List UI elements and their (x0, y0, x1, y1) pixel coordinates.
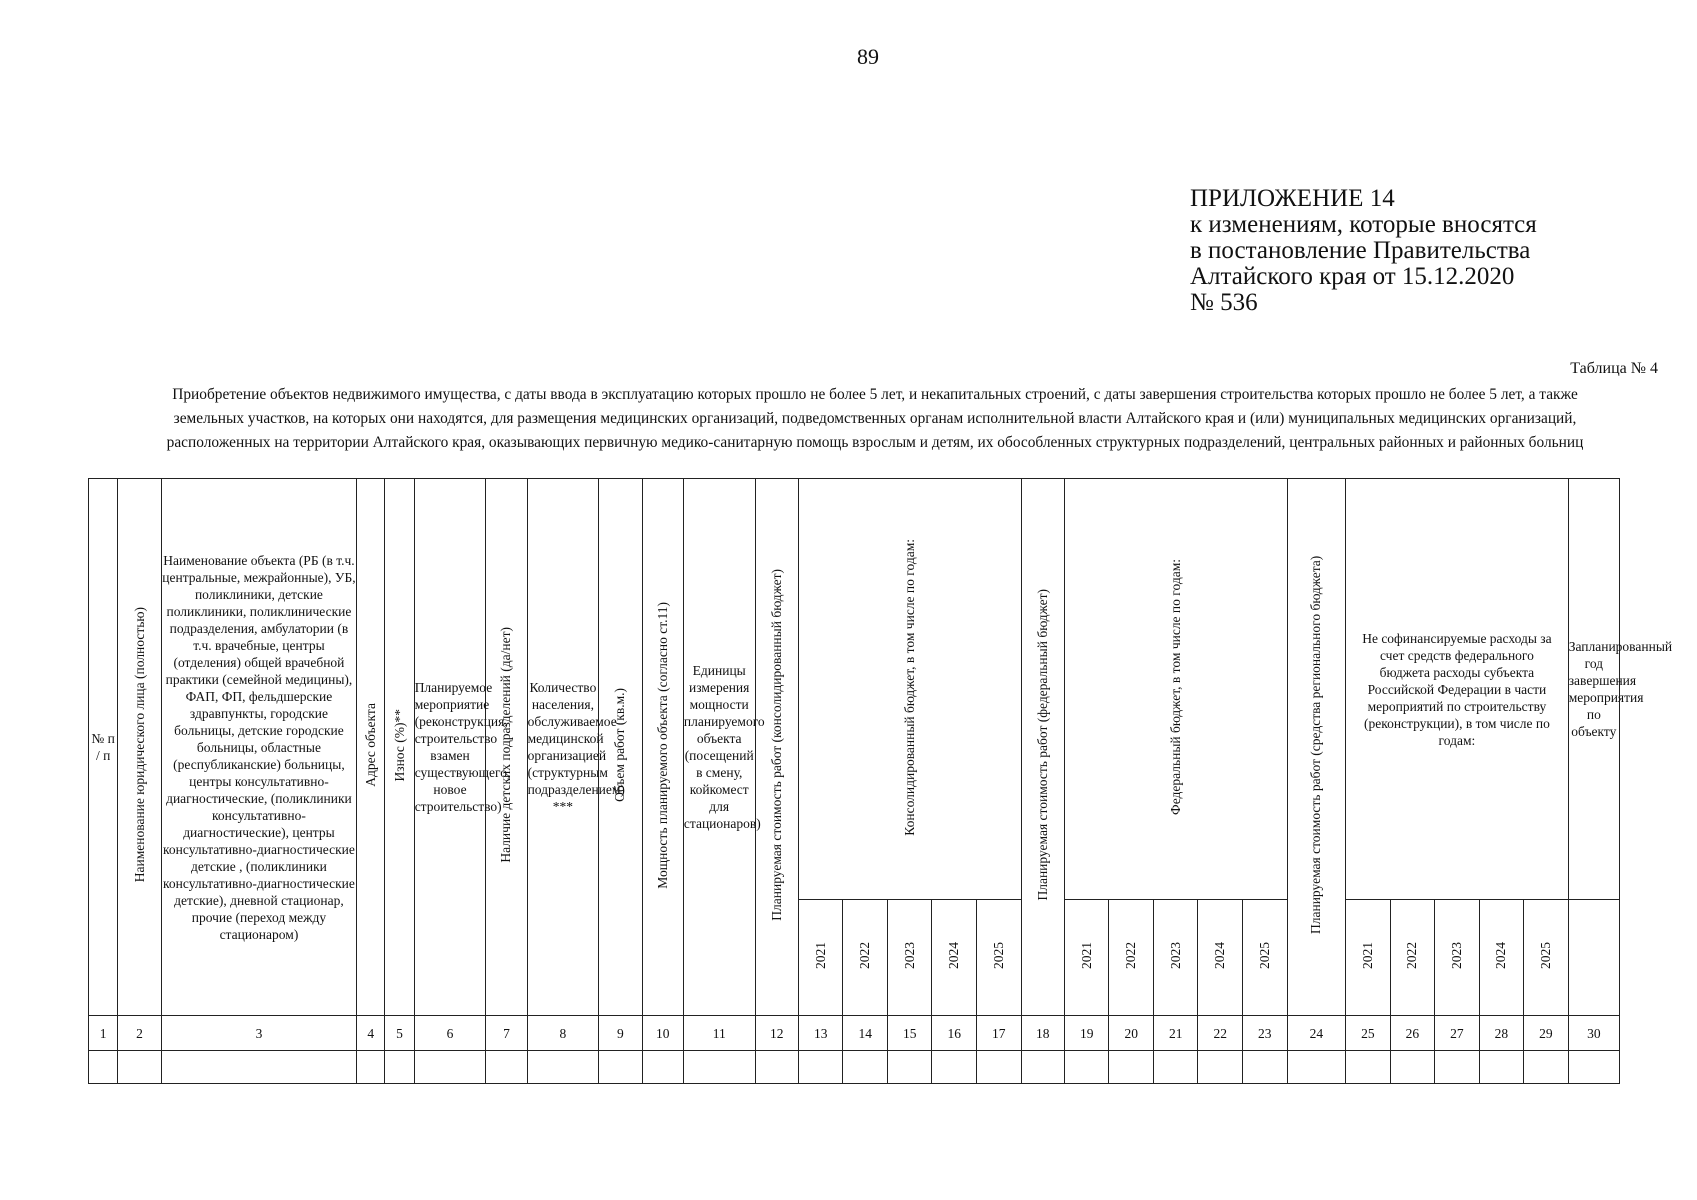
column-number-cell: 12 (755, 1016, 798, 1051)
table-cell[interactable] (642, 1051, 683, 1084)
table-cell[interactable] (1346, 1051, 1391, 1084)
header-group-nonco: Не софинансируемые расходы за счет средств федерального бюджета расходы субъекта Российской Федерации в части мероприятий по строительству (реконструкции), в том числе по годам: (1346, 479, 1569, 900)
year-cell: 2023 (1153, 900, 1198, 1016)
header-population: Количество населения, обслуживаемое медицинской организацией (структурным подразделением) *** (527, 479, 599, 1016)
table-cell[interactable] (1153, 1051, 1198, 1084)
year-cell: 2023 (887, 900, 932, 1016)
table-cell[interactable] (932, 1051, 977, 1084)
annex-title: ПРИЛОЖЕНИЕ 14 (1190, 185, 1395, 212)
header-wear: Износ (%)** (385, 479, 414, 1016)
table-cell[interactable] (357, 1051, 385, 1084)
table-cell[interactable] (486, 1051, 527, 1084)
year-cell: 2023 (1435, 900, 1480, 1016)
column-number-cell: 18 (1021, 1016, 1064, 1051)
year-cell: 2024 (1479, 900, 1524, 1016)
table-cell[interactable] (1287, 1051, 1346, 1084)
year-cell: 2021 (1064, 900, 1109, 1016)
header-capacity: Мощность планируемого объекта (согласно ст.11) (642, 479, 683, 1016)
table-cell[interactable] (798, 1051, 843, 1084)
year-cell: 2025 (1242, 900, 1287, 1016)
table-cell[interactable] (1568, 1051, 1619, 1084)
column-number-cell: 2 (118, 1016, 161, 1051)
column-number-cell: 28 (1479, 1016, 1524, 1051)
column-number-cell: 27 (1435, 1016, 1480, 1051)
table-cell[interactable] (599, 1051, 642, 1084)
column-number-cell: 22 (1198, 1016, 1243, 1051)
header-num: № п / п (89, 479, 118, 1016)
column-number-cell: 9 (599, 1016, 642, 1051)
column-number-row (89, 1016, 1620, 1051)
header-address: Адрес объекта (357, 479, 385, 1016)
table-cell[interactable] (843, 1051, 888, 1084)
header-work-volume: Объем работ (кв.м.) (599, 479, 642, 1016)
column-number-cell: 17 (976, 1016, 1021, 1051)
table-cell[interactable] (1021, 1051, 1064, 1084)
table-cell[interactable] (161, 1051, 356, 1084)
year-cell: 2021 (1346, 900, 1391, 1016)
column-number-cell: 13 (798, 1016, 843, 1051)
year-cell: 2022 (843, 900, 888, 1016)
table-cell[interactable] (89, 1051, 118, 1084)
table-cell[interactable] (527, 1051, 599, 1084)
table-cell[interactable] (118, 1051, 161, 1084)
header-group-consolidated: Консолидированный бюджет, в том числе по годам: (798, 479, 1021, 900)
header-legal-entity: Наименование юридического лица (полностью) (118, 479, 161, 1016)
header-row (89, 479, 1620, 900)
column-number-cell: 16 (932, 1016, 977, 1051)
table-cell[interactable] (976, 1051, 1021, 1084)
table-caption: Приобретение объектов недвижимого имущества, с даты ввода в эксплуатацию которых прошло не более 5 лет, и некапитальных строений, с даты завершения строительства которых прошло не более 5 лет, а также земельных участков, на которых они находятся, для размещения медицинских организаций, подведомственных органам исполнительной власти Алтайского края и (или) муниципальных медицинских организаций, расположенных на территории Алтайского края, оказывающих первичную медико-санитарную помощь взрослым и детям, их обособленных структурных подразделений, центральных районных и районных больниц (166, 386, 1584, 451)
table-cell[interactable] (385, 1051, 414, 1084)
column-number-cell: 20 (1109, 1016, 1154, 1051)
annex-line: к изменениям, которые вносятся (1190, 211, 1537, 238)
table-cell[interactable] (1390, 1051, 1435, 1084)
table-cell[interactable] (414, 1051, 486, 1084)
annex-line: Алтайского края от 15.12.2020 (1190, 263, 1515, 290)
annex-heading (1190, 186, 1670, 316)
annex-number: № 536 (1190, 289, 1258, 316)
column-number-cell: 11 (683, 1016, 755, 1051)
column-number-cell: 26 (1390, 1016, 1435, 1051)
table-cell[interactable] (1242, 1051, 1287, 1084)
header-object-name: Наименование объекта (РБ (в т.ч. центральные, межрайонные), УБ, поликлиники, детские поликлиники, поликлинические подразделения, амбулатории (в т.ч. врачебные, центры (отделения) общей врачебной практики (семейной медицины), ФАП, ФП, фельдшерские здравпункты, городские больницы, детские городские больницы, областные (республиканские) больницы, центры консультативно-диагностические, (поликлиники консультативно-диагностические), центры консультативно-диагностические детские , (поликлиники консультативно-диагностические детские), дневной стационар, прочие (переход между стационаром) (161, 479, 356, 1016)
page-number: 89 (857, 44, 879, 69)
table-number: Таблица № 4 (1570, 360, 1658, 377)
header-child-units: Наличие детских подразделений (да/нет) (486, 479, 527, 1016)
table-cell[interactable] (1524, 1051, 1569, 1084)
table-cell[interactable] (1198, 1051, 1243, 1084)
header-cost-federal: Планируемая стоимость работ (федеральный бюджет) (1021, 479, 1064, 1016)
column-number-cell: 29 (1524, 1016, 1569, 1051)
column-number-cell: 24 (1287, 1016, 1346, 1051)
year-cell: 2022 (1390, 900, 1435, 1016)
column-number-cell: 1 (89, 1016, 118, 1051)
column-number-cell: 4 (357, 1016, 385, 1051)
table-cell[interactable] (1064, 1051, 1109, 1084)
column-number-cell: 19 (1064, 1016, 1109, 1051)
empty-data-row (89, 1051, 1620, 1084)
year-cell: 2024 (932, 900, 977, 1016)
column-number-cell: 6 (414, 1016, 486, 1051)
column-number-cell: 7 (486, 1016, 527, 1051)
year-cell: 2025 (1524, 900, 1569, 1016)
header-completion-year: Запланированный год завершения мероприятия по объекту (1568, 479, 1619, 900)
header-group-federal: Федеральный бюджет, в том числе по годам: (1064, 479, 1287, 900)
column-number-cell: 15 (887, 1016, 932, 1051)
column-number-cell: 21 (1153, 1016, 1198, 1051)
table-cell[interactable] (887, 1051, 932, 1084)
column-number-cell: 8 (527, 1016, 599, 1051)
data-table (88, 478, 1673, 1084)
column-number-cell: 23 (1242, 1016, 1287, 1051)
column-number-cell: 10 (642, 1016, 683, 1051)
annex-line: в постановление Правительства (1190, 237, 1531, 264)
year-cell: 2022 (1109, 900, 1154, 1016)
header-planned-measure: Планируемое мероприятие (реконструкция, строительство взамен существующего, новое строительство) (414, 479, 486, 1016)
table-cell[interactable] (1109, 1051, 1154, 1084)
year-cell-empty (1568, 900, 1619, 1016)
header-cost-regional: Планируемая стоимость работ (средства регионального бюджета) (1287, 479, 1346, 1016)
table-cell[interactable] (683, 1051, 755, 1084)
year-cell: 2024 (1198, 900, 1243, 1016)
header-cost-consolidated: Планируемая стоимость работ (консолидированный бюджет) (755, 479, 798, 1016)
table-cell[interactable] (1479, 1051, 1524, 1084)
year-cell: 2025 (976, 900, 1021, 1016)
column-number-cell: 25 (1346, 1016, 1391, 1051)
year-cell: 2021 (798, 900, 843, 1016)
table-cell[interactable] (1435, 1051, 1480, 1084)
header-capacity-units: Единицы измерения мощности планируемого объекта (посещений в смену, койкомест для стационаров) (683, 479, 755, 1016)
column-number-cell: 3 (161, 1016, 356, 1051)
column-number-cell: 14 (843, 1016, 888, 1051)
table-cell[interactable] (755, 1051, 798, 1084)
column-number-cell: 30 (1568, 1016, 1619, 1051)
column-number-cell: 5 (385, 1016, 414, 1051)
